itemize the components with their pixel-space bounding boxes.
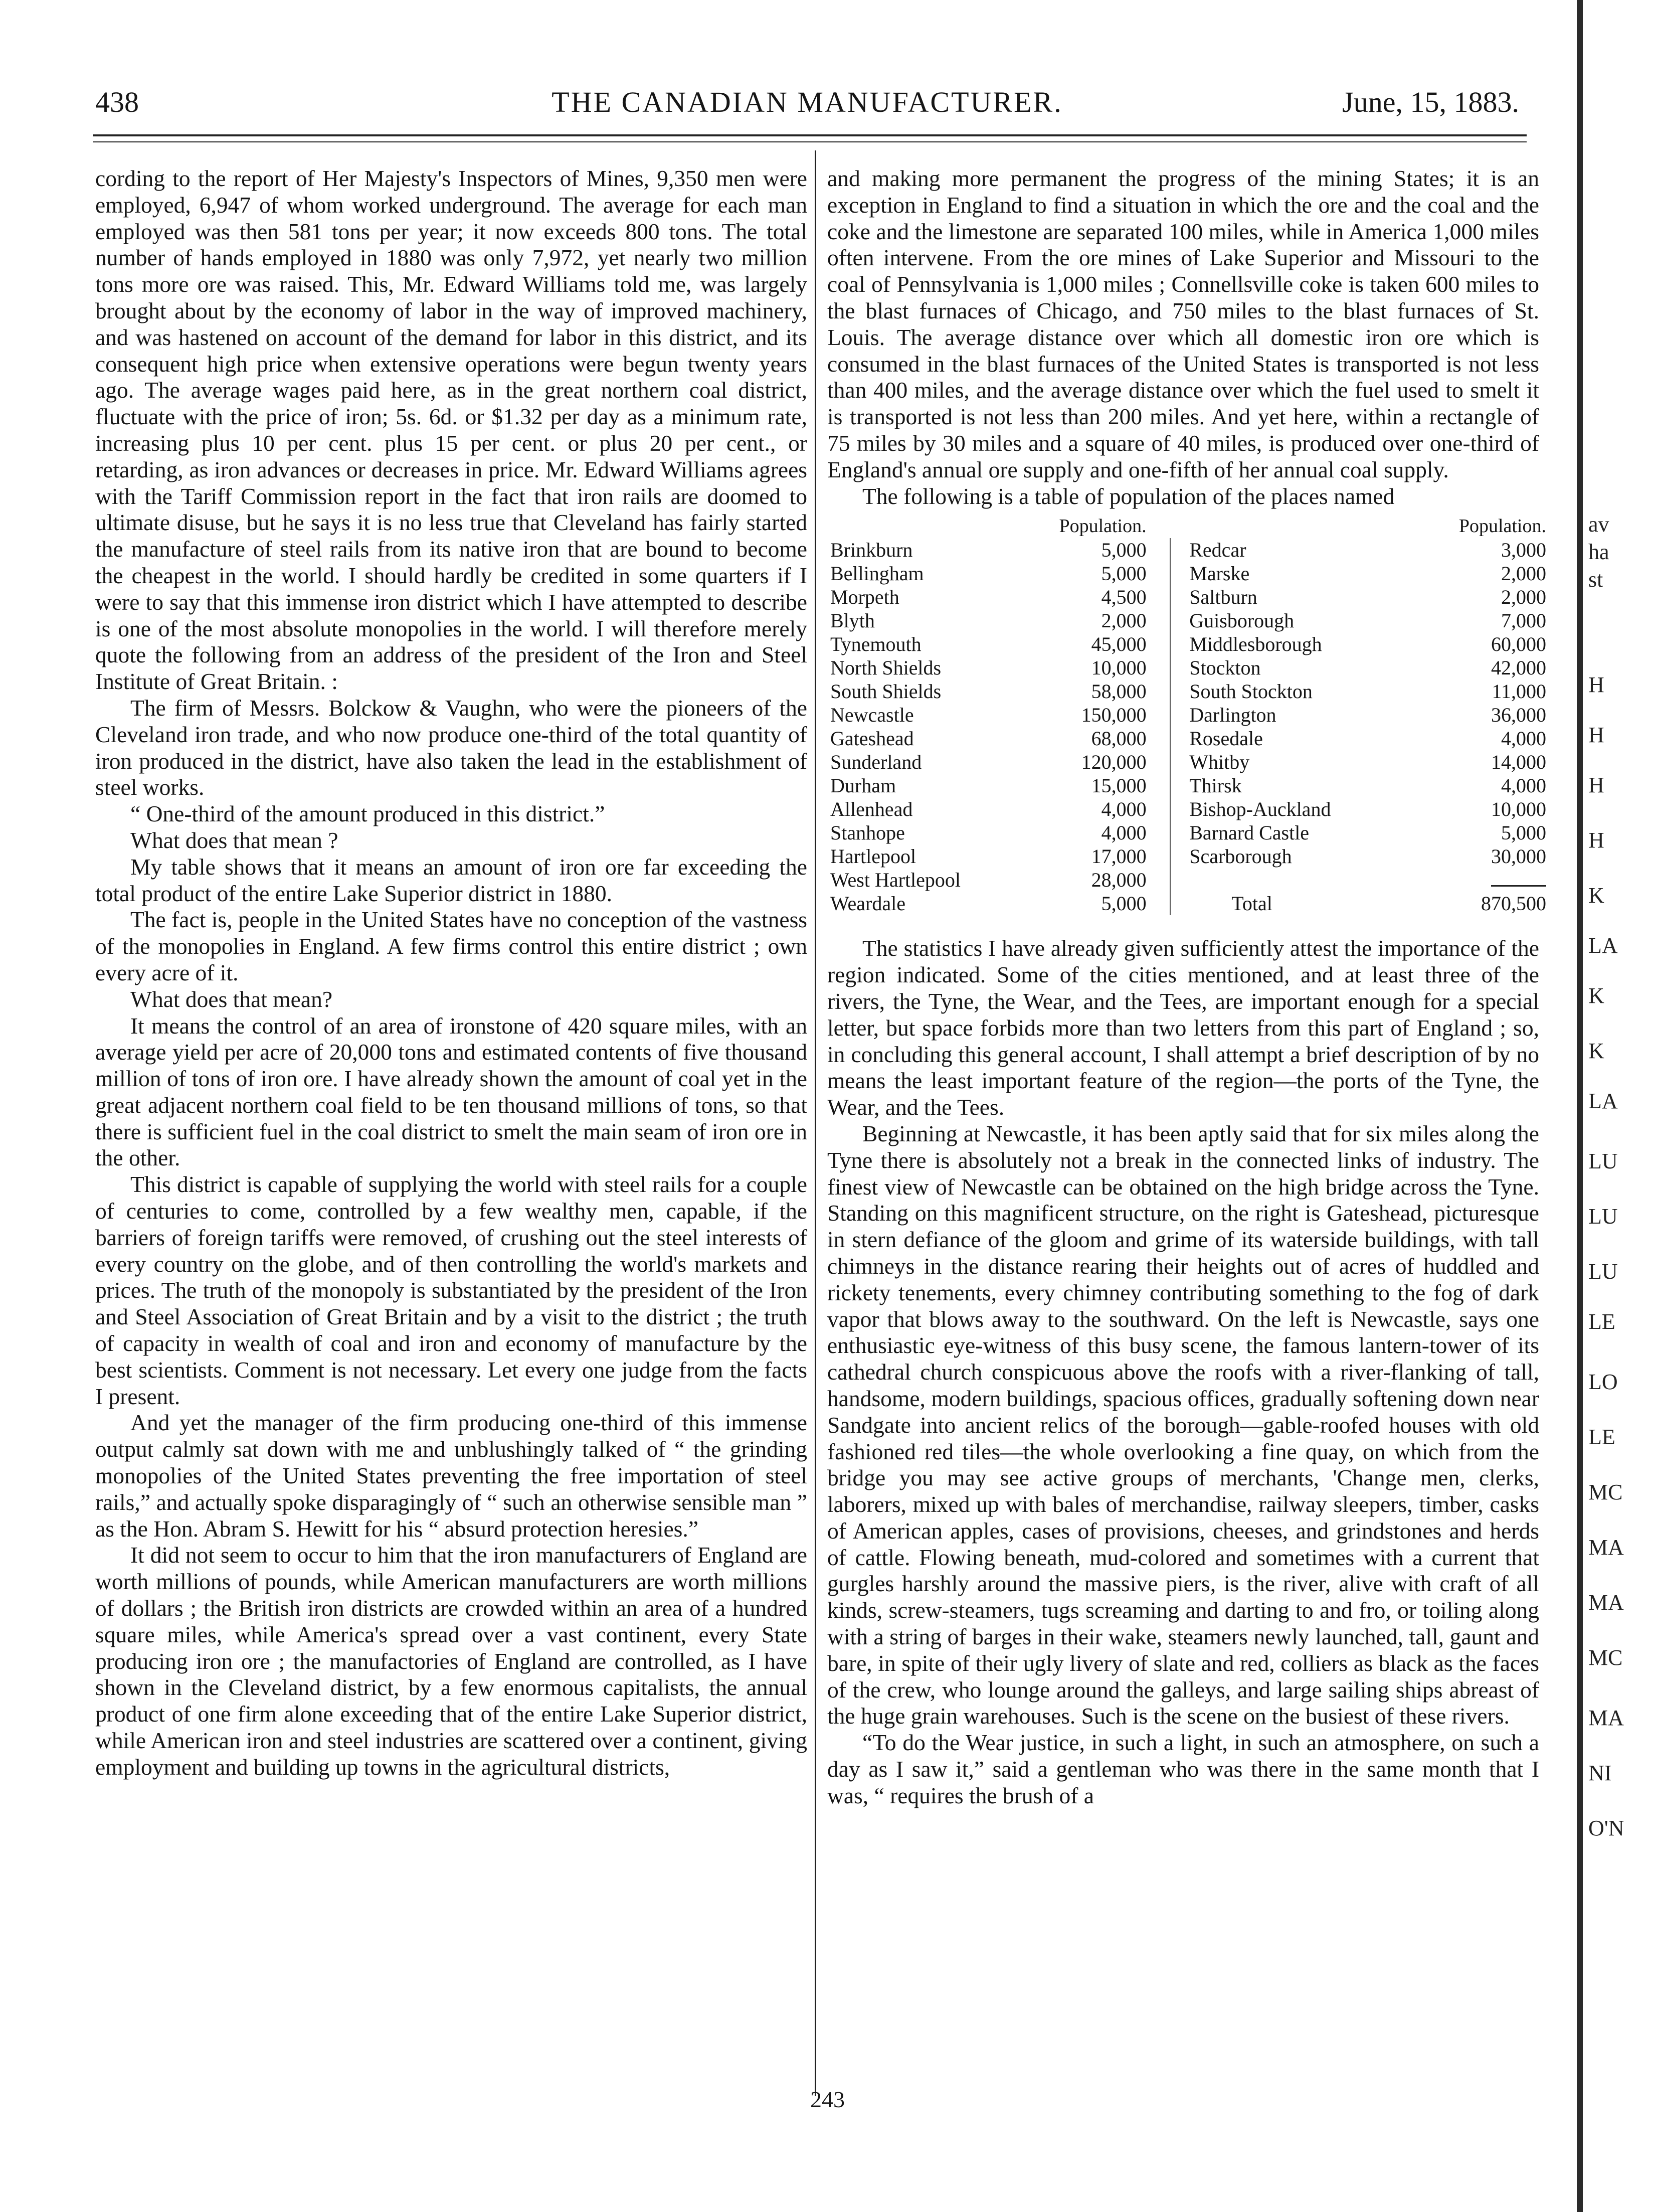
edge-fragment: H: [1588, 828, 1604, 853]
binding-shadow: [1577, 0, 1583, 2212]
table-row: [827, 679, 1549, 703]
edge-fragment: MA: [1588, 1706, 1624, 1730]
paragraph: cording to the report of Her Majesty's Inspectors of Mines, 9,350 men were employed, 6,947 of whom worked underground. The average for each man employed was then 581 tons per year; it now exceeds 800 tons. The total number of hands employed in 1880 was only 7,972, yet nearly two million tons more ore was raised. This, Mr. Edward Williams told me, was largely brought about by the economy of labor in the way of improved machinery, and was hastened on account of the demand for labor in this district, and its consequent high price when extensive operations were begun twenty years ago. The average wages paid here, as in the great northern coal district, fluctuate with the price of iron; 5s. 6d. or $1.32 per day as a minimum rate, increasing plus 10 per cent. plus 15 per cent. or plus 20 per cent., or retarding, as iron advances or decreases in price. Mr. Edward Williams agrees with the Tariff Commission report in the fact that iron rails are doomed to ultimate disuse, but he says it is no less true that Cleveland has fairly started the manufacture of steel rails from its native iron that are bound to become the cheapest in the world. I should hardly be credited in some quarters if I were to say that this immense iron district which I have attempted to describe is one of the most absolute monopolies in the world. I will therefore merely quote the following from an address of the president of the Iron and Steel Institute of Great Britain. :: [95, 165, 807, 695]
place-name: North Shields: [830, 656, 942, 679]
place-name: West Hartlepool: [830, 869, 961, 892]
place-name: Gateshead: [830, 727, 914, 750]
paragraph: The firm of Messrs. Bolckow & Vaughn, who were the pioneers of the Cleveland iron trade, and who now produce one-third of the total quantity of iron produced in the district, have also taken the lead in the establishment of steel works.: [95, 695, 807, 800]
place-name: Bellingham: [830, 562, 924, 585]
table-row: [827, 609, 1549, 632]
spacer: [1170, 727, 1186, 750]
population-rows: [827, 538, 1549, 915]
table-row: [827, 797, 1549, 821]
population-value: 11,000: [1492, 680, 1546, 703]
place-name: Allenhead: [830, 798, 913, 821]
edge-fragment: ha: [1588, 540, 1609, 564]
spacer: [1170, 868, 1186, 892]
paragraph: and making more permanent the progress of the mining States; it is an exception in England to find a situation in which the ore and the coal and the coke and the limestone are separated 100 miles, while in America 1,000 miles often intervene. From the ore mines of Lake Superior and Missouri to the coal of Pennsylvania is 1,000 miles ; Connellsville coke is taken 600 miles to the blast furnaces of Chicago, and 750 miles to the blast furnaces of St. Louis. The average distance over which all domestic iron ore which is consumed in the blast furnaces of the United States is transported is not less than 400 miles, and the average distance over which the fuel used to smelt it is transported is not less than 200 miles. And yet here, within a rectangle of 75 miles by 30 miles and a square of 40 miles, is produced over one-third of England's annual ore supply and one-fifth of her annual coal supply.: [827, 165, 1539, 482]
place-name: Brinkburn: [830, 539, 913, 562]
header-rule-thin: [93, 141, 1527, 142]
spacer: [1170, 609, 1186, 632]
population-value: 15,000: [1091, 774, 1147, 797]
population-value: 10,000: [1091, 656, 1147, 679]
paragraph: The statistics I have already given sufficiently attest the importance of the region indicated. Some of the cities mentioned, and at least three of the rivers, the Tyne, the Wear, and the Tees, are important enough for a special letter, but space forbids more than two letters from this part of England ; so, in concluding this general account, I shall attempt a brief description of by no means the least important feature of the region—the ports of the Tyne, the Wear, and the Tees.: [827, 935, 1539, 1120]
place-name: Bishop-Auckland: [1189, 798, 1331, 821]
paragraph: What does that mean ?: [130, 827, 338, 853]
edge-fragment: LA: [1588, 933, 1618, 958]
paragraph: This district is capable of supplying the world with steel rails for a couple of centuries to come, controlled by a few wealthy men, capable, if the barriers of foreign tariffs were removed, of crushing out the steel interests of every country on the globe, and of then controlling the world's markets and prices. The truth of the monopoly is substantiated by the president of the Iron and Steel Association of Great Britain and by a visit to the district ; the truth of capacity in wealth of coal and iron and economy of manufacture by the best scientists. Comment is not necessary. Let every one judge from the facts I present.: [95, 1171, 807, 1409]
table-row: [827, 868, 1549, 892]
page-header: [95, 75, 1519, 130]
place-name: Redcar: [1189, 539, 1246, 562]
place-name: Whitby: [1189, 751, 1250, 774]
edge-fragment: K: [1588, 883, 1604, 908]
table-row: [827, 844, 1549, 868]
table-divider: [1150, 562, 1171, 585]
paragraph: My table shows that it means an amount of iron ore far exceeding the total product of the entire Lake Superior district in 1880.: [95, 854, 807, 906]
place-name: Thirsk: [1189, 774, 1242, 797]
population-value: 4,000: [1501, 774, 1546, 797]
spacer: [1170, 562, 1186, 585]
place-name: Saltburn: [1189, 586, 1257, 609]
table-divider: [1150, 868, 1171, 892]
place-name: Weardale: [830, 892, 905, 915]
table-divider: [1150, 679, 1171, 703]
place-name: South Shields: [830, 680, 942, 703]
population-value: 14,000: [1491, 751, 1546, 774]
population-value: 2,000: [1501, 562, 1546, 585]
issue-date: June, 15, 1883.: [1342, 86, 1519, 118]
edge-fragment: st: [1588, 567, 1603, 592]
population-value: 68,000: [1091, 727, 1147, 750]
total-rule: [1468, 868, 1549, 892]
place-name: Marske: [1189, 562, 1250, 585]
place-name: Sunderland: [830, 751, 922, 774]
edge-fragment: H: [1588, 672, 1604, 697]
edge-fragment: LE: [1588, 1425, 1615, 1449]
population-value: 5,000: [1101, 539, 1147, 562]
population-value: 7,000: [1501, 609, 1546, 632]
edge-fragment: LO: [1588, 1370, 1618, 1394]
spacer: [1170, 774, 1186, 797]
right-column: [827, 165, 1546, 1809]
table-divider: [1150, 797, 1171, 821]
place-name: Morpeth: [830, 586, 899, 609]
population-value: 30,000: [1491, 845, 1546, 868]
table-row: [827, 562, 1549, 585]
header-rule: [93, 134, 1527, 136]
table-row: [827, 703, 1549, 727]
paragraph: It means the control of an area of ironstone of 420 square miles, with an average yield per acre of 20,000 tons and estimated contents of five thousand million of tons of iron ore. I have already shown the amount of coal yet in the great adjacent northern coal field to be ten thousand millions of tons, so that there is sufficient fuel in the coal district to smelt the main seam of iron ore in the other.: [95, 1012, 807, 1171]
table-divider: [1150, 632, 1171, 656]
population-value: 4,000: [1101, 798, 1147, 821]
place-name: Stanhope: [830, 821, 905, 844]
population-value: 17,000: [1091, 845, 1147, 868]
page-number: 438: [95, 86, 139, 118]
spacer: [1170, 585, 1186, 609]
table-row: [827, 892, 1549, 915]
population-table: [827, 515, 1549, 915]
place-name: Stockton: [1189, 656, 1261, 679]
edge-fragment: av: [1588, 512, 1609, 537]
table-row: [827, 821, 1549, 844]
edge-fragment: MA: [1588, 1535, 1624, 1560]
edge-fragment: LU: [1588, 1149, 1618, 1173]
population-value: 45,000: [1091, 633, 1147, 656]
place-name: Scarborough: [1189, 845, 1292, 868]
paragraph: What does that mean?: [130, 986, 333, 1012]
table-divider: [1150, 892, 1171, 915]
place-name: Newcastle: [830, 704, 914, 727]
place-name: South Stockton: [1189, 680, 1313, 703]
table-intro: The following is a table of population of the places named: [862, 483, 1395, 509]
edge-fragment: H: [1588, 723, 1604, 747]
population-value: 5,000: [1101, 892, 1147, 915]
edge-fragment: MC: [1588, 1645, 1623, 1670]
population-value: 60,000: [1491, 633, 1546, 656]
population-value: 120,000: [1081, 751, 1147, 774]
spacer: [1170, 797, 1186, 821]
spacer: [1170, 632, 1186, 656]
population-header: Population.: [1458, 516, 1546, 537]
column-divider: [815, 150, 816, 2096]
population-value: 2,000: [1101, 609, 1147, 632]
table-row: [827, 750, 1549, 774]
population-value: 150,000: [1081, 704, 1147, 727]
table-divider: [1150, 821, 1171, 844]
footer-number: 243: [810, 2087, 845, 2112]
edge-fragment: O'N: [1588, 1816, 1624, 1840]
place-name: Middlesborough: [1189, 633, 1322, 656]
paragraph: And yet the manager of the firm producing one-third of this immense output calmly sat down with me and unblushingly talked of “ the grinding monopolies of the United States preventing the free importation of steel rails,” and actually spoke disparagingly of “ such an otherwise sensible man ” as the Hon. Abram S. Hewitt for his “ absurd protection heresies.”: [95, 1410, 807, 1542]
paragraph: “ One-third of the amount produced in this district.”: [130, 801, 605, 827]
table-row: [827, 585, 1549, 609]
total-value: 870,500: [1481, 892, 1546, 915]
place-name: Barnard Castle: [1189, 821, 1310, 844]
edge-fragment: LE: [1588, 1309, 1615, 1334]
population-value: 3,000: [1501, 539, 1546, 562]
paragraph: “To do the Wear justice, in such a light, in such an atmosphere, on such a day as I saw it,” said a gentleman who was there in the same month that I was, “ requires the brush of a: [827, 1730, 1539, 1808]
place-name: Rosedale: [1189, 727, 1263, 750]
table-divider: [1150, 774, 1171, 797]
spacer: [1170, 892, 1186, 915]
population-value: 10,000: [1491, 798, 1546, 821]
table-divider: [1150, 585, 1171, 609]
edge-fragment: LU: [1588, 1259, 1618, 1284]
place-name: Blyth: [830, 609, 875, 632]
edge-fragment: NI: [1588, 1761, 1612, 1785]
edge-fragment: MC: [1588, 1480, 1623, 1504]
edge-fragment: K: [1588, 983, 1604, 1008]
table-divider: [1150, 844, 1171, 868]
edge-fragment: LA: [1588, 1089, 1618, 1113]
spacer: [1170, 821, 1186, 844]
table-divider: [1150, 609, 1171, 632]
population-header: Population.: [1059, 516, 1147, 537]
population-value: 5,000: [1501, 821, 1546, 844]
place-name: Durham: [830, 774, 896, 797]
table-divider: [1150, 703, 1171, 727]
paragraph: The fact is, people in the United States have no conception of the vastness of the monopolies in England. A few firms control this entire district ; own every acre of it.: [95, 907, 807, 985]
population-value: 2,000: [1501, 586, 1546, 609]
table-row: [827, 727, 1549, 750]
spacer: [1170, 656, 1186, 679]
population-value: 36,000: [1491, 704, 1546, 727]
population-value: 28,000: [1091, 869, 1147, 892]
population-value: 42,000: [1491, 656, 1546, 679]
total-label: Total: [1231, 892, 1272, 915]
paragraph: It did not seem to occur to him that the iron manufacturers of England are worth millions of pounds, while American manufacturers are worth millions of dollars ; the British iron districts are crowded within an area of a hundred square miles, while America's spread over a vast continent, every State producing iron ore ; the manufactories of England are controlled, as I have shown in the Cleveland district, by a few enormous capitalists, the annual product of one firm alone exceeding that of the entire Lake Superior district, while American iron and steel industries are scattered over a continent, giving employment and building up towns in the agricultural districts,: [95, 1542, 807, 1780]
place-name: Tynemouth: [830, 633, 922, 656]
table-divider: [1150, 750, 1171, 774]
edge-fragment: K: [1588, 1039, 1604, 1063]
population-value: 4,500: [1101, 586, 1147, 609]
spacer: [1170, 679, 1186, 703]
masthead-title: THE CANADIAN MANUFACTURER.: [551, 86, 1063, 118]
spacer: [1170, 844, 1186, 868]
population-value: 58,000: [1091, 680, 1147, 703]
spacer: [1170, 750, 1186, 774]
adjacent-page-edge: [1549, 0, 1655, 2212]
paragraph: Beginning at Newcastle, it has been aptly said that for six miles along the Tyne there is absolutely not a break in the connected links of industry. The finest view of Newcastle can be obtained on the high bridge across the Tyne. Standing on this magnificent structure, on the right is Gateshead, picturesque in stern defiance of the gloom and grime of its waterside buildings, with tall chimneys in the distance rearing their heights out of acres of huddled and rickety tenements, every chimney contributing something to the fog of dark vapor that blows away to the southward. On the left is Newcastle, says one enthusiastic eye-witness of this busy scene, the famous lantern-tower of its cathedral church conspicuous above the roofs with a river-flanking of tall, handsome, modern buildings, spacious offices, gradually softening down near Sandgate into ancient relics of the borough—gable-roofed houses with old fashioned red tiles—the whole overlooking a fine quay, on which from the bridge you may see active groups of merchants, 'Change men, clerks, laborers, mixed up with bales of merchandise, railway sleepers, timber, casks of American apples, cases of provisions, cheeses, and grindstones and herds of cattle. Flowing beneath, mud-colored and sometimes with a current that gurgles harshly around the massive piers, is the river, alive with craft of all kinds, screw-steamers, tugs screaming and darting to and fro, or toiling along with a string of barges in their wake, steamers newly launched, tall, gaunt and bare, in spite of their ugly livery of slate and red, colliers as black as the faces of the crew, who lounge around the galleys, and large sailing ships abreast of the huge grain warehouses. Such is the scene on the busiest of these rivers.: [827, 1120, 1539, 1729]
place-name: Guisborough: [1189, 609, 1295, 632]
edge-fragment: LU: [1588, 1204, 1618, 1229]
population-value: 5,000: [1101, 562, 1147, 585]
place-name: Darlington: [1189, 704, 1276, 727]
table-divider: [1150, 727, 1171, 750]
edge-fragment: MA: [1588, 1590, 1624, 1615]
table-row: [827, 774, 1549, 797]
spacer: [1186, 868, 1468, 892]
spacer: [1170, 703, 1186, 727]
spacer: [1170, 538, 1186, 562]
left-column: [95, 165, 807, 1781]
table-divider: [1150, 656, 1171, 679]
place-name: Hartlepool: [830, 845, 916, 868]
table-row: [827, 538, 1549, 562]
population-value: 4,000: [1101, 821, 1147, 844]
table-row: [827, 632, 1549, 656]
population-value: 4,000: [1501, 727, 1546, 750]
table-row: [827, 656, 1549, 679]
edge-fragment: H: [1588, 773, 1604, 797]
table-divider: [1150, 538, 1171, 562]
